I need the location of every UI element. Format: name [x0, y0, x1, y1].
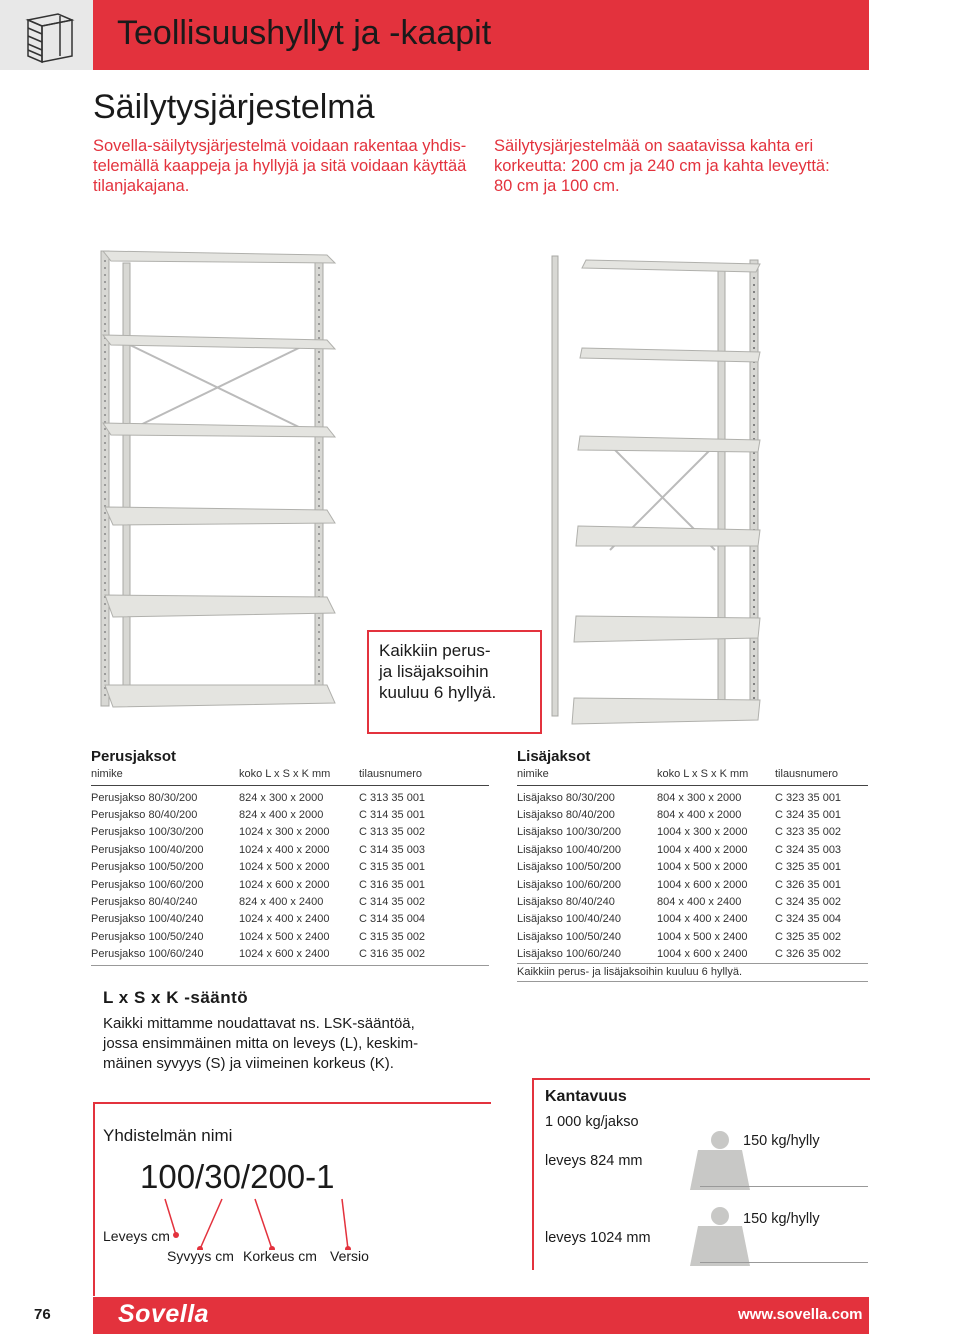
lsk-text [103, 1014, 433, 1074]
table-cell: Perusjakso 100/50/240 [91, 930, 204, 943]
table-row [517, 893, 868, 910]
table-row [91, 946, 489, 963]
lsk-line: mäinen syvyys (S) ja viimeinen korkeus (K). [103, 1055, 394, 1072]
table-row [91, 859, 489, 876]
lsk-line: Kaikki mittamme noudattavat ns. LSK-sääntöä, [103, 1015, 415, 1032]
table-cell: 1004 x 400 x 2000 [657, 843, 748, 856]
header-cell: nimike [91, 768, 123, 780]
table-cell: 1024 x 500 x 2000 [239, 861, 330, 874]
table-row [517, 824, 868, 841]
label-korkeus: Korkeus cm [243, 1248, 317, 1264]
table-cell: C 323 35 002 [775, 826, 842, 839]
table-row [517, 789, 868, 806]
table-cell: Lisäjakso 100/40/240 [517, 913, 621, 926]
base-shelf-image [95, 245, 345, 715]
table-cell: C 325 35 001 [775, 861, 842, 874]
header-cell: koko L x S x K mm [657, 768, 749, 780]
table-row [91, 841, 489, 858]
table-cell: C 314 35 002 [359, 896, 426, 909]
table-cell: 1004 x 600 x 2000 [657, 878, 748, 891]
table-row [517, 806, 868, 823]
header-cell: nimike [517, 768, 549, 780]
table-row [91, 789, 489, 806]
table-body [517, 786, 868, 963]
table-cell: C 325 35 002 [775, 930, 842, 943]
table-cell: 824 x 300 x 2000 [239, 791, 324, 804]
intro-right [494, 136, 884, 196]
name-code: 100/30/200-1 [140, 1158, 335, 1195]
table-cell: C 314 35 003 [359, 843, 426, 856]
capacity-divider [700, 1262, 868, 1263]
capacity-width2: leveys 1024 mm [545, 1230, 651, 1246]
table-cell: 804 x 400 x 2400 [657, 896, 742, 909]
table-cell: Perusjakso 100/40/240 [91, 913, 204, 926]
table-cell: 804 x 400 x 2000 [657, 809, 742, 822]
page-number: 76 [34, 1306, 51, 1323]
table-row [517, 876, 868, 893]
table-cell: Perusjakso 100/60/240 [91, 948, 204, 961]
intro-left-line: telemällä kaappeja ja hyllyjä ja sitä voidaan käyttää [93, 157, 467, 175]
capacity-shelf1: 150 kg/hylly [743, 1133, 820, 1149]
table-row [517, 841, 868, 858]
perusjaksot-table [91, 748, 489, 966]
label-versio: Versio [330, 1248, 369, 1264]
table-cell: Perusjakso 80/40/240 [91, 896, 198, 909]
table-cell: 1004 x 400 x 2400 [657, 913, 748, 926]
table-cell: 1004 x 300 x 2000 [657, 826, 748, 839]
header-icon-box [0, 0, 93, 70]
table-cell: Lisäjakso 80/40/200 [517, 809, 615, 822]
weight-icon [690, 1204, 750, 1266]
table-cell: C 324 35 003 [775, 843, 842, 856]
capacity-per-section: 1 000 kg/jakso [545, 1114, 639, 1130]
table-cell: Lisäjakso 80/40/240 [517, 896, 615, 909]
table-cell: 1024 x 400 x 2400 [239, 913, 330, 926]
shelf-icon [0, 0, 93, 70]
website-link[interactable]: www.sovella.com [738, 1306, 863, 1323]
intro-left [93, 136, 473, 196]
lsk-title: L x S x K -sääntö [103, 988, 249, 1007]
table-cell: 1024 x 600 x 2400 [239, 948, 330, 961]
header-cell: koko L x S x K mm [239, 768, 331, 780]
table-row [517, 859, 868, 876]
table-row [91, 911, 489, 928]
section-title: Säilytysjärjestelmä [93, 88, 375, 126]
table-cell: Perusjakso 100/50/200 [91, 861, 204, 874]
table-cell: Lisäjakso 100/50/200 [517, 861, 621, 874]
callout-line: kuuluu 6 hyllyä. [379, 683, 497, 702]
table-cell: 1024 x 400 x 2000 [239, 843, 330, 856]
table-cell: C 314 35 001 [359, 809, 426, 822]
table-row [91, 876, 489, 893]
callout-line: ja lisäjaksoihin [379, 662, 489, 681]
table-cell: C 316 35 001 [359, 878, 426, 891]
capacity-divider [700, 1186, 868, 1187]
capacity-shelf2: 150 kg/hylly [743, 1211, 820, 1227]
table-cell: Perusjakso 100/60/200 [91, 878, 204, 891]
table-cell: Perusjakso 80/40/200 [91, 809, 198, 822]
lisajaksot-table [517, 748, 868, 982]
table-cell: 1004 x 500 x 2000 [657, 861, 748, 874]
table-cell: Perusjakso 100/30/200 [91, 826, 204, 839]
table-row [91, 893, 489, 910]
table-cell: C 315 35 001 [359, 861, 426, 874]
table-cell: 1024 x 500 x 2400 [239, 930, 330, 943]
table-cell: 1024 x 300 x 2000 [239, 826, 330, 839]
table-cell: C 316 35 002 [359, 948, 426, 961]
table-cell: Lisäjakso 100/50/240 [517, 930, 621, 943]
table-cell: C 326 35 001 [775, 878, 842, 891]
table-cell: C 326 35 002 [775, 948, 842, 961]
add-on-shelf-image [550, 250, 780, 725]
table-cell: Perusjakso 80/30/200 [91, 791, 198, 804]
intro-left-line: tilanjakajana. [93, 177, 190, 195]
intro-right-line: Säilytysjärjestelmää on saatavissa kahta eri [494, 137, 814, 155]
table-cell: 1004 x 500 x 2400 [657, 930, 748, 943]
perusjaksot-title: Perusjaksot [91, 748, 177, 765]
sovella-logo: Sovella [118, 1300, 210, 1328]
header-title: Teollisuushyllyt ja -kaapit [117, 14, 492, 52]
table-cell: C 313 35 002 [359, 826, 426, 839]
table-cell: C 324 35 004 [775, 913, 842, 926]
table-end-rule [91, 965, 489, 966]
label-syvyys: Syvyys cm [167, 1248, 234, 1264]
table-header [517, 768, 868, 786]
shelves-callout [367, 630, 542, 734]
table-row [91, 806, 489, 823]
name-diagram-title: Yhdistelmän nimi [103, 1126, 233, 1145]
table-cell: Lisäjakso 100/30/200 [517, 826, 621, 839]
table-body [91, 786, 489, 963]
intro-left-line: Sovella-säilytysjärjestelmä voidaan rakentaa yhdis- [93, 137, 467, 155]
table-note: Kaikkiin perus- ja lisäjaksoihin kuuluu 6 hyllyä. [517, 964, 868, 982]
table-cell: 824 x 400 x 2400 [239, 896, 324, 909]
header-cell: tilausnumero [775, 768, 838, 780]
header-cell: tilausnumero [359, 768, 422, 780]
intro-right-line: korkeutta: 200 cm ja 240 cm ja kahta leveyttä: [494, 157, 830, 175]
table-cell: Lisäjakso 100/60/200 [517, 878, 621, 891]
table-cell: Lisäjakso 80/30/200 [517, 791, 615, 804]
table-row [517, 946, 868, 963]
capacity-width1: leveys 824 mm [545, 1153, 643, 1169]
table-cell: Lisäjakso 100/60/240 [517, 948, 621, 961]
table-cell: C 324 35 002 [775, 896, 842, 909]
table-cell: Perusjakso 100/40/200 [91, 843, 204, 856]
table-cell: 804 x 300 x 2000 [657, 791, 742, 804]
table-cell: C 324 35 001 [775, 809, 842, 822]
table-row [91, 928, 489, 945]
callout-line: Kaikkiin perus- [379, 641, 491, 660]
weight-icon [690, 1128, 750, 1190]
lsk-line: jossa ensimmäinen mitta on leveys (L), keskim- [103, 1035, 419, 1052]
table-cell: C 313 35 001 [359, 791, 426, 804]
table-cell: C 315 35 002 [359, 930, 426, 943]
lisajaksot-title: Lisäjaksot [517, 748, 591, 765]
table-row [517, 928, 868, 945]
intro-right-line: 80 cm ja 100 cm. [494, 177, 620, 195]
capacity-title: Kantavuus [545, 1088, 627, 1105]
table-cell: C 323 35 001 [775, 791, 842, 804]
table-cell: C 314 35 004 [359, 913, 426, 926]
table-cell: 824 x 400 x 2000 [239, 809, 324, 822]
label-leveys: Leveys cm [103, 1228, 170, 1244]
table-cell: 1004 x 600 x 2400 [657, 948, 748, 961]
table-cell: Lisäjakso 100/40/200 [517, 843, 621, 856]
table-row [91, 824, 489, 841]
table-row [517, 911, 868, 928]
table-cell: 1024 x 600 x 2000 [239, 878, 330, 891]
table-header [91, 768, 489, 786]
